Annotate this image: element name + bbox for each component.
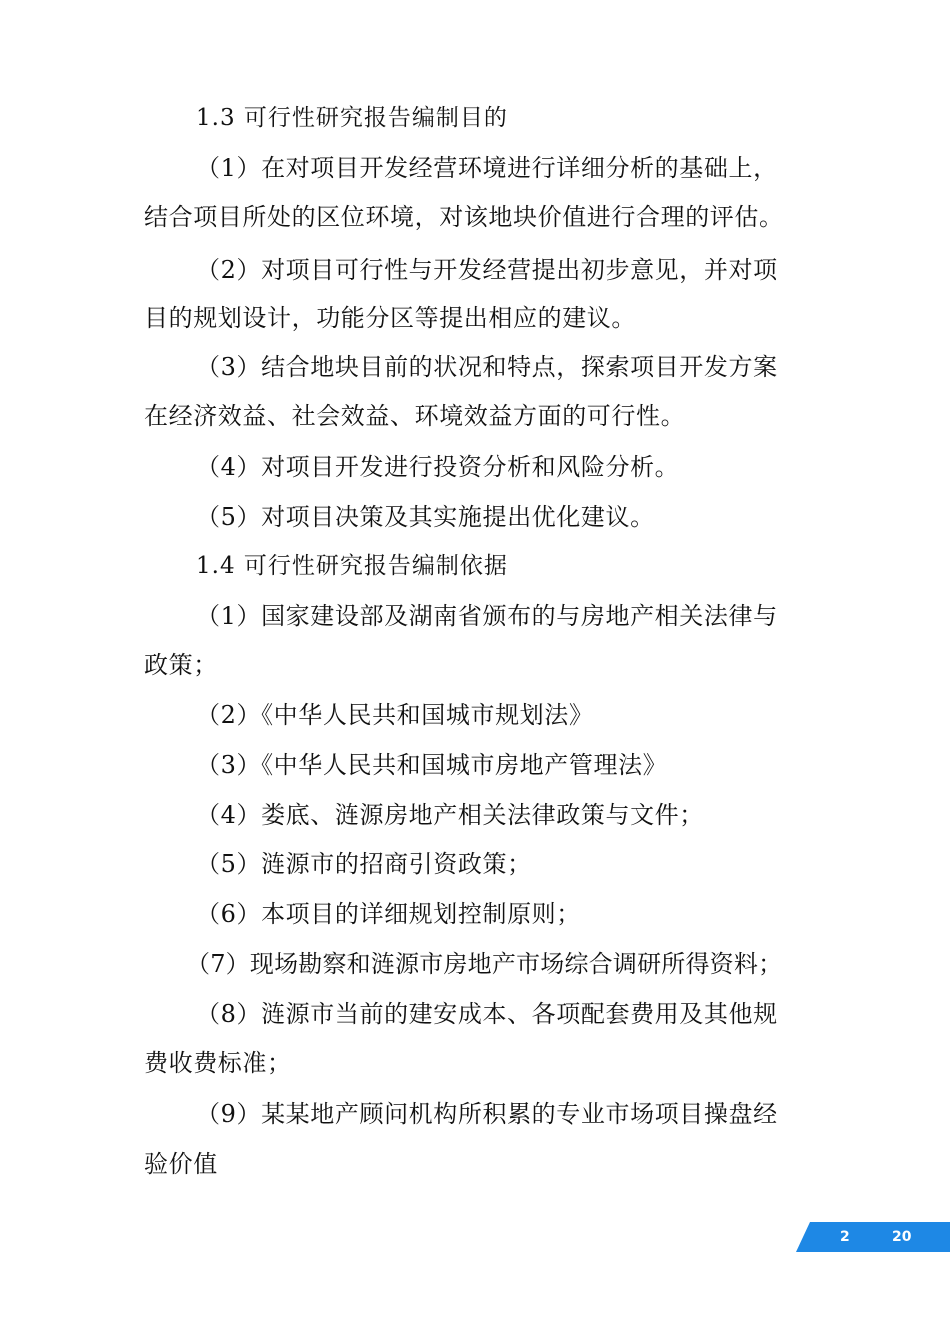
paragraph-line: （4）对项目开发进行投资分析和风险分析。: [196, 453, 680, 481]
section-heading: 1.3 可行性研究报告编制目的: [196, 105, 508, 131]
page-number: 2: [840, 1229, 850, 1245]
paragraph-line: 费收费标准；: [144, 1049, 292, 1077]
paragraph-line: （1）在对项目开发经营环境进行详细分析的基础上，: [196, 154, 778, 182]
paragraph-line: （5）对项目决策及其实施提出优化建议。: [196, 503, 655, 531]
paragraph-line: （3）结合地块目前的状况和特点，探索项目开发方案: [196, 353, 778, 381]
paragraph-line: 目的规划设计，功能分区等提出相应的建议。: [144, 304, 636, 332]
paragraph-line: （4）娄底、涟源房地产相关法律政策与文件；: [196, 801, 704, 829]
total-pages: 20: [892, 1229, 912, 1245]
paragraph-line: 验价值: [144, 1150, 218, 1178]
paragraph-line: （6）本项目的详细规划控制原则；: [196, 900, 581, 928]
paragraph-line: （7）现场勘察和涟源市房地产市场综合调研所得资料；: [186, 950, 783, 978]
page-footer-bar: [796, 1222, 950, 1252]
paragraph-line: （5）涟源市的招商引资政策；: [196, 850, 532, 878]
paragraph-line: 在经济效益、社会效益、环境效益方面的可行性。: [144, 402, 686, 430]
footer-bar-shape: [796, 1222, 950, 1252]
paragraph-line: 政策；: [144, 651, 218, 679]
paragraph-line: （1）国家建设部及湖南省颁布的与房地产相关法律与: [196, 602, 778, 630]
paragraph-line: （3）《中华人民共和国城市房地产管理法》: [196, 751, 668, 779]
paragraph-line: （9）某某地产顾问机构所积累的专业市场项目操盘经: [196, 1100, 778, 1128]
paragraph-line: （2）《中华人民共和国城市规划法》: [196, 701, 594, 729]
paragraph-line: （2）对项目可行性与开发经营提出初步意见，并对项: [196, 256, 778, 284]
section-heading: 1.4 可行性研究报告编制依据: [196, 553, 508, 579]
paragraph-line: 结合项目所处的区位环境，对该地块价值进行合理的评估。: [144, 203, 784, 231]
paragraph-line: （8）涟源市当前的建安成本、各项配套费用及其他规: [196, 1000, 778, 1028]
